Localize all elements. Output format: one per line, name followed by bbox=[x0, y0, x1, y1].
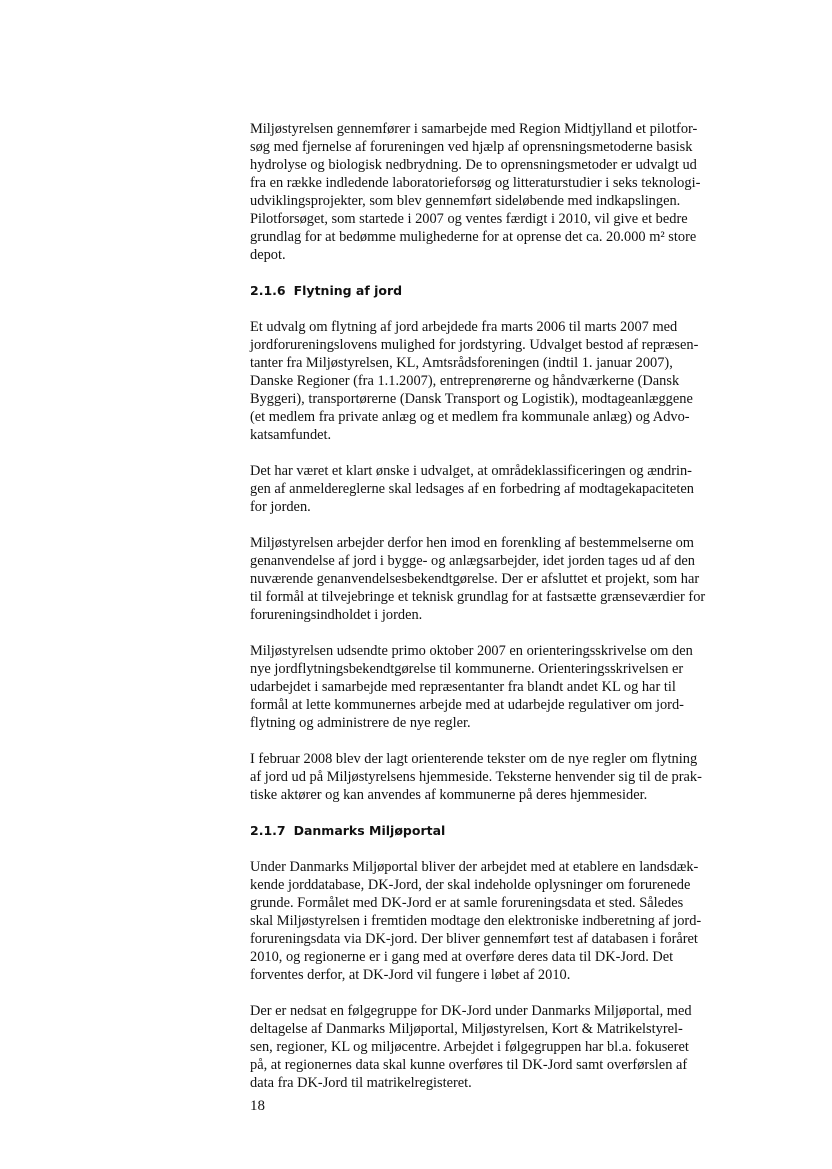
paragraph bbox=[250, 534, 750, 624]
text-line: genanvendelse af jord i bygge- og anlægsarbejder, idet jorden tages ud af den bbox=[250, 553, 695, 569]
text-line: grunde. Formålet med DK-Jord er at samle forureningsdata et sted. Således bbox=[250, 895, 684, 911]
text-line: deltagelse af Danmarks Miljøportal, Miljøstyrelsen, Kort & Matrikelstyrel- bbox=[250, 1021, 683, 1037]
text-line: katsamfundet. bbox=[250, 427, 332, 443]
section-heading-2-1-6 bbox=[250, 282, 750, 300]
text-line: kende jorddatabase, DK-Jord, der skal indeholde oplysninger om forurenede bbox=[250, 877, 691, 893]
text-line: Det har været et klart ønske i udvalget, at områdeklassificeringen og ændrin- bbox=[250, 463, 692, 479]
text-line: forventes derfor, at DK-Jord vil fungere i løbet af 2010. bbox=[250, 967, 571, 983]
text-line: skal Miljøstyrelsen i fremtiden modtage den elektroniske indberetning af jord- bbox=[250, 913, 702, 929]
paragraph bbox=[250, 750, 750, 804]
section-title: Danmarks Miljøportal bbox=[293, 823, 446, 838]
text-line: Danske Regioner (fra 1.1.2007), entreprenørerne og håndværkerne (Dansk bbox=[250, 373, 680, 389]
text-line: grundlag for at bedømme mulighederne for at oprense det ca. 20.000 m² store bbox=[250, 229, 697, 245]
page-number: 18 bbox=[250, 1098, 265, 1114]
paragraph bbox=[250, 858, 750, 984]
text-line: depot. bbox=[250, 247, 286, 263]
text-line: gen af anmeldereglerne skal ledsages af en forbedring af modtagekapaciteten bbox=[250, 481, 694, 497]
text-line: fra en række indledende laboratorieforsøg og litteraturstudier i seks teknologi- bbox=[250, 175, 701, 191]
text-line: tanter fra Miljøstyrelsen, KL, Amtsrådsforeningen (indtil 1. januar 2007), bbox=[250, 355, 673, 371]
paragraph bbox=[250, 462, 750, 516]
text-line: sen, regioner, KL og miljøcentre. Arbejdet i følgegruppen har bl.a. fokuseret bbox=[250, 1039, 689, 1055]
text-line: for jorden. bbox=[250, 499, 311, 515]
text-line: 2010, og regionerne er i gang med at overføre deres data til DK-Jord. Det bbox=[250, 949, 674, 965]
paragraph bbox=[250, 1002, 750, 1092]
text-line: hydrolyse og biologisk nedbrydning. De to oprensningsmetoder er udvalgt ud bbox=[250, 157, 697, 173]
text-line: Byggeri), transportørerne (Dansk Transport og Logistik), modtageanlæggene bbox=[250, 391, 693, 407]
text-line: I februar 2008 blev der lagt orienterende tekster om de nye regler om flytning bbox=[250, 751, 698, 767]
text-line: Miljøstyrelsen udsendte primo oktober 2007 en orienteringsskrivelse om den bbox=[250, 643, 693, 659]
text-line: Der er nedsat en følgegruppe for DK-Jord under Danmarks Miljøportal, med bbox=[250, 1003, 692, 1019]
text-line: nye jordflytningsbekendtgørelse til kommunerne. Orienteringsskrivelsen er bbox=[250, 661, 684, 677]
text-line: Pilotforsøget, som startede i 2007 og ventes færdigt i 2010, vil give et bedre bbox=[250, 211, 688, 227]
text-line: formål at lette kommunernes arbejde med at udarbejde regulativer om jord- bbox=[250, 697, 684, 713]
section-number: 2.1.6 bbox=[250, 283, 286, 298]
text-line: Under Danmarks Miljøportal bliver der arbejdet med at etablere en landsdæk- bbox=[250, 859, 699, 875]
text-line: på, at regionernes data skal kunne overføres til DK-Jord samt overførslen af bbox=[250, 1057, 688, 1073]
text-line: Et udvalg om flytning af jord arbejdede fra marts 2006 til marts 2007 med bbox=[250, 319, 678, 335]
text-line: udarbejdet i samarbejde med repræsentanter fra blandt andet KL og har til bbox=[250, 679, 676, 695]
text-line: flytning og administrere de nye regler. bbox=[250, 715, 471, 731]
text-line: (et medlem fra private anlæg og et medlem fra kommunale anlæg) og Advo- bbox=[250, 409, 690, 425]
text-line: Miljøstyrelsen gennemfører i samarbejde med Region Midtjylland et pilotfor- bbox=[250, 121, 698, 137]
paragraph bbox=[250, 318, 750, 444]
paragraph bbox=[250, 642, 750, 732]
text-line: forureningsindholdet i jorden. bbox=[250, 607, 423, 623]
text-line: søg med fjernelse af forureningen ved hjælp af oprensningsmetoderne basisk bbox=[250, 139, 693, 155]
page-body bbox=[250, 120, 750, 1110]
text-line: data fra DK-Jord til matrikelregisteret. bbox=[250, 1075, 472, 1091]
section-heading-2-1-7 bbox=[250, 822, 750, 840]
section-title: Flytning af jord bbox=[293, 283, 403, 298]
text-line: Miljøstyrelsen arbejder derfor hen imod en forenkling af bestemmelserne om bbox=[250, 535, 694, 551]
text-line: jordforureningslovens mulighed for jordstyring. Udvalget bestod af repræsen- bbox=[250, 337, 699, 353]
paragraph-intro bbox=[250, 120, 750, 264]
text-line: forureningsdata via DK-jord. Der bliver gennemført test af databasen i foråret bbox=[250, 931, 698, 947]
section-number: 2.1.7 bbox=[250, 823, 286, 838]
text-line: til formål at tilvejebringe et teknisk grundlag for at fastsætte grænseværdier for bbox=[250, 589, 706, 605]
text-line: tiske aktører og kan anvendes af kommunerne på deres hjemmesider. bbox=[250, 787, 648, 803]
text-line: nuværende genanvendelsesbekendtgørelse. Der er afsluttet et projekt, som har bbox=[250, 571, 700, 587]
text-line: udviklingsprojekter, som blev gennemført sideløbende med indkapslingen. bbox=[250, 193, 681, 209]
text-line: af jord ud på Miljøstyrelsens hjemmeside. Teksterne henvender sig til de prak- bbox=[250, 769, 702, 785]
